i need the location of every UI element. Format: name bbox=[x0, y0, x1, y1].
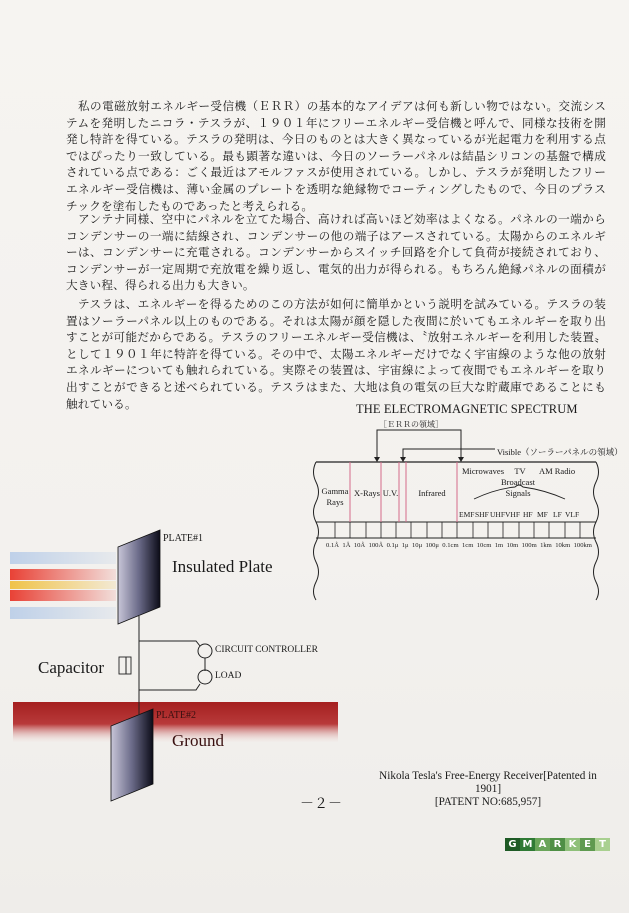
wavelength-scale bbox=[326, 542, 592, 549]
page-number: －２－ bbox=[300, 796, 342, 812]
paragraph-text: アンテナ同様、空中にパネルを立てた場合、高ければ高いほど効率はよくなる。パネルの一端からコンデンサーの一端に結線され、コンデンサーの他の端子はアースされている。太陽からのエネルギーは、コンデンサーに充電される。コンデンサーからスイッチ回路を介して負荷が接続されており、コンデンサーが一定周期で充放電を繰り返し、電気的出力が得られる。もちろん絶縁パネルの面積が大きい程、得られる出力も大きい。 bbox=[66, 212, 606, 293]
capacitor-label: Capacitor bbox=[38, 658, 105, 677]
spectrum-category-microwaves: Microwaves bbox=[461, 466, 504, 476]
band-vlf: VLF bbox=[565, 510, 580, 519]
band-lf: LF bbox=[553, 510, 562, 519]
spectrum-category-gamma: Gamma Rays bbox=[321, 486, 349, 507]
visible-region-label: Visible（ソーラーパネルの領域） bbox=[497, 447, 623, 457]
band-hf: HF bbox=[523, 510, 533, 519]
paragraph-text: 私の電磁放射エネルギー受信機（ＥＲＲ）の基本的なアイデアは何も新しい物ではない。交流システムを発明したニコラ・テスラが、１９０１年にフリーエネルギー受信機と呼んで、同様な技術を開発し特許を得ている。テスラの発明は、今日のものとは大きく異なっているが光起電力を利用する点ではぴったり一致している。最も顕著な違いは、今日のソーラーパネルは結晶シリコンの基盤で構成されている点である：ごく最近はアモルファスが使用されている。しかし、テスラが発明したフリーエネルギー受信機は、薄い金属のプレートを透明な絶縁物でコーティングしたもので、今日のプラスチックを塗布したものであったと考えられる。 bbox=[66, 99, 606, 213]
spectrum-category-uv: U.V. bbox=[382, 488, 399, 498]
wavelength-label: 100μ bbox=[425, 542, 439, 549]
wavelength-label: 0.1μ bbox=[386, 542, 399, 549]
caption-title: Nikola Tesla's Free-Energy Receiver[Patented in 1901] bbox=[379, 770, 597, 795]
logo-letter: T bbox=[595, 838, 610, 851]
spectrum-category-tv: TV bbox=[514, 466, 526, 476]
err-region-label: ［ＥＲＲの領域］ bbox=[379, 420, 443, 429]
broadcast-signals-label: Broadcast Signals bbox=[501, 477, 535, 498]
ground-label: Ground bbox=[172, 731, 224, 750]
logo-letter: A bbox=[535, 838, 550, 851]
wavelength-label: 10cm bbox=[476, 542, 492, 549]
spectrum-category-am-radio: AM Radio bbox=[538, 466, 576, 476]
wavelength-label: 1Å bbox=[342, 542, 351, 549]
wavelength-label: 1μ bbox=[401, 542, 409, 549]
figure-caption bbox=[368, 770, 608, 809]
wavelength-label: 0.1Å bbox=[326, 542, 340, 549]
band-mf: MF bbox=[537, 510, 548, 519]
paragraph-text: テスラは、エネルギーを得るためのこの方法が如何に簡単かという説明を試みている。テスラの装置はソーラーパネル以上のものである。それは太陽が顔を隠した夜間に於いてもエネルギーを取り出すことが可能だからである。テスラのフリーエネルギー受信機は、〝放射エネルギーを利用した装置〟として１９０１年に特許を得ている。その中で、太陽エネルギーだけでなく宇宙線のような他の放射エネルギーについても触れられている。実際その装置は、宇宙線によって夜間でもエネルギーを取り出すことができると述べられている。テスラはまた、大地は負の電気の巨大な貯蔵庫であることにも触れている。 bbox=[66, 297, 606, 411]
load-label: LOAD bbox=[215, 671, 242, 681]
wavelength-label: 10μ bbox=[411, 542, 423, 549]
spectrum-category-xrays: X-Rays bbox=[354, 488, 380, 498]
logo-letter: G bbox=[505, 838, 520, 851]
circuit-controller-label: CIRCUIT CONTROLLER bbox=[215, 645, 319, 655]
band-uhf: UHF bbox=[490, 510, 506, 519]
wavelength-label: 10km bbox=[555, 542, 571, 549]
plate1-label: PLATE#1 bbox=[163, 533, 203, 544]
gmarket-logo bbox=[505, 838, 610, 851]
logo-letter: K bbox=[565, 838, 580, 851]
wavelength-label: 1cm bbox=[461, 542, 474, 549]
band-vhf: VHF bbox=[505, 510, 521, 519]
band-shf: SHF bbox=[475, 510, 489, 519]
wavelength-label: 100m bbox=[521, 542, 537, 549]
wavelength-label: 100km bbox=[573, 542, 592, 549]
wavelength-label: 0.1cm bbox=[442, 542, 459, 549]
spectrum-category-infrared: Infrared bbox=[418, 488, 446, 498]
spectrum-title: THE ELECTROMAGNETIC SPECTRUM bbox=[356, 402, 578, 416]
logo-letter: E bbox=[580, 838, 595, 851]
wavelength-label: 10m bbox=[506, 542, 519, 549]
plate2-label: PLATE#2 bbox=[156, 710, 196, 721]
logo-letter: R bbox=[550, 838, 565, 851]
wavelength-label: 1km bbox=[540, 542, 552, 549]
wavelength-label: 100Å bbox=[368, 542, 384, 549]
logo-letter: M bbox=[520, 838, 535, 851]
caption-patent-number: [PATENT NO:685,957] bbox=[434, 796, 542, 808]
insulated-plate-label: Insulated Plate bbox=[172, 557, 273, 576]
wavelength-label: 10Å bbox=[353, 542, 366, 549]
band-emf: EMF bbox=[459, 510, 475, 519]
wavelength-label: 1m bbox=[494, 542, 504, 549]
